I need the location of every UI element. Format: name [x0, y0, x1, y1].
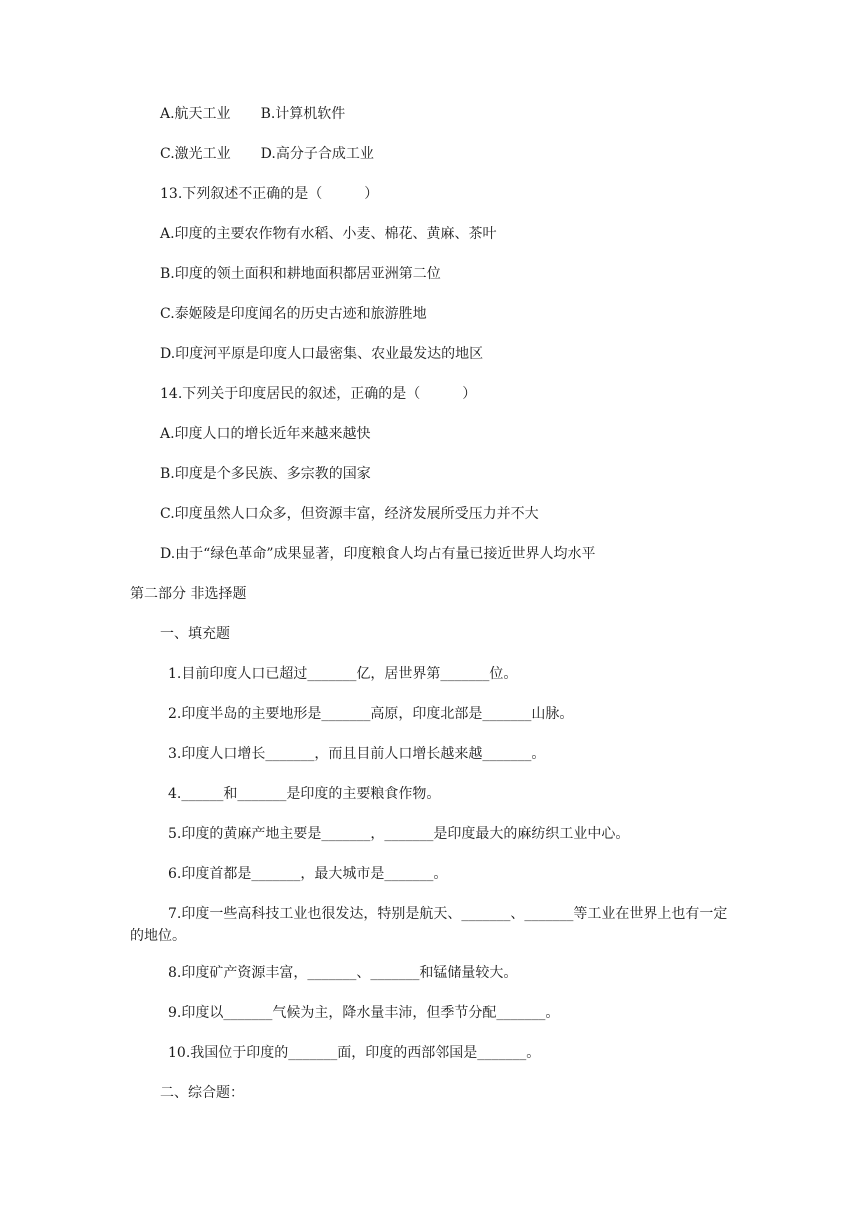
q14-stem: 14.下列关于印度居民的叙述，正确的是（ ）: [160, 386, 477, 402]
fill-item-6: 6.印度首都是_______，最大城市是_______。: [168, 866, 448, 882]
q12-options-row-1: [160, 104, 345, 124]
q12-option-d: D.高分子合成工业: [260, 146, 374, 162]
q14-option-b: B.印度是个多民族、多宗教的国家: [160, 466, 371, 482]
q13-option-b: B.印度的领土面积和耕地面积都居亚洲第二位: [160, 266, 441, 282]
q14-option-d: D.由于“绿色革命”成果显著，印度粮食人均占有量已接近世界人均水平: [160, 546, 596, 562]
q12-option-c: C.激光工业: [160, 146, 231, 162]
q13-stem: 13.下列叙述不正确的是（ ）: [160, 186, 379, 202]
q12-options-row-2: [160, 144, 374, 164]
q13-option-a: A.印度的主要农作物有水稻、小麦、棉花、黄麻、茶叶: [160, 226, 497, 242]
q13-option-d: D.印度河平原是印度人口最密集、农业最发达的地区: [160, 346, 484, 362]
fill-item-7: 7.印度一些高科技工业也很发达，特别是航天、_______、_______等工业在世界上也有一定的地位。: [130, 906, 728, 944]
fill-item-9: 9.印度以_______气候为主，降水量丰沛，但季节分配_______。: [168, 1005, 560, 1021]
q14-option-c: C.印度虽然人口众多，但资源丰富，经济发展所受压力并不大: [160, 506, 539, 522]
part2-title: 第二部分 非选择题: [130, 586, 247, 602]
fill-item-5: 5.印度的黄麻产地主要是_______，_______是印度最大的麻纺织工业中心。: [168, 826, 630, 842]
fill-item-4: 4.______和_______是印度的主要粮食作物。: [168, 786, 441, 802]
fill-item-10: 10.我国位于印度的_______面，印度的西部邻国是_______。: [168, 1045, 541, 1061]
q14-option-a: A.印度人口的增长近年来越来越快: [160, 426, 371, 442]
composite-section-title: 二、综合题：: [160, 1085, 244, 1101]
fill-item-3: 3.印度人口增长_______，而且目前人口增长越来越_______。: [168, 746, 546, 762]
fill-item-2: 2.印度半岛的主要地形是_______高原，印度北部是_______山脉。: [168, 706, 574, 722]
q13-option-c: C.泰姬陵是印度闻名的历史古迹和旅游胜地: [160, 306, 427, 322]
q12-option-b: B.计算机软件: [260, 106, 346, 122]
fill-item-8: 8.印度矿产资源丰富，_______、_______和锰储量较大。: [168, 965, 518, 981]
fill-item-1: 1.目前印度人口已超过_______亿，居世界第_______位。: [168, 666, 518, 682]
q12-option-a: A.航天工业: [160, 106, 231, 122]
fill-section-title: 一、填充题: [160, 626, 230, 642]
